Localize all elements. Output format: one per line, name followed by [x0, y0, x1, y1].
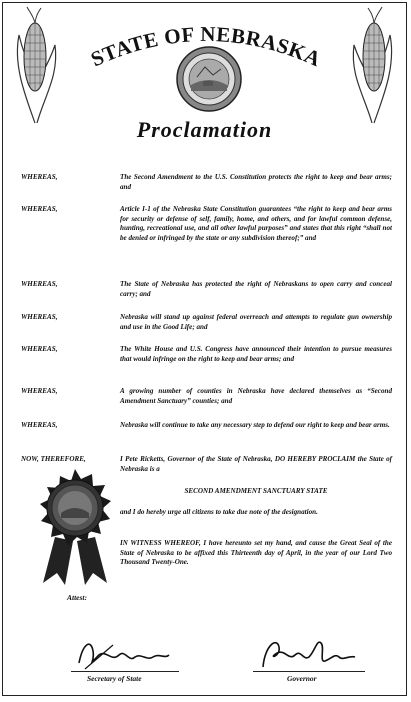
proclamation-document	[2, 2, 407, 696]
secretary-signature-icon	[73, 633, 173, 673]
attest-label: Attest:	[67, 593, 87, 602]
governor-label: Governor	[287, 674, 317, 683]
clause-text: The State of Nebraska has protected the right of Nebraskans to open carry and conceal carry; and	[120, 280, 392, 298]
designation-title: SECOND AMENDMENT SANCTUARY STATE	[184, 487, 328, 495]
corn-ear-decoration-right	[344, 5, 404, 125]
clause-label: WHEREAS,	[21, 280, 58, 288]
governor-signature-line	[253, 671, 365, 672]
clause-text: The White House and U.S. Congress have announced their intention to pursue measures that would infringe on the right to keep and bear arms; and	[120, 345, 392, 363]
clause-label: WHEREAS,	[21, 345, 58, 353]
therefore-text: I Pete Ricketts, Governor of the State of Nebraska, DO HEREBY PROCLAIM the State of Nebraska is a	[120, 455, 392, 473]
clause-label: WHEREAS,	[21, 421, 58, 429]
clause-text: Article I-1 of the Nebraska State Constitution guarantees “the right to keep and bear arms for security or defense of self, family, home, and others, and for lawful common defense, hunting, recreational use, and all other lawful purposes” and states that this right “shall not be denied or infringed by the state or any subdivision thereof;” and	[120, 205, 392, 242]
clause-label: WHEREAS,	[21, 205, 58, 213]
governor-signature-icon	[255, 633, 365, 673]
therefore-label: NOW, THEREFORE,	[21, 455, 86, 463]
secretary-signature-line	[71, 671, 179, 672]
clause-text: The Second Amendment to the U.S. Constitution protects the right to keep and bear arms; and	[120, 173, 392, 191]
clause-label: WHEREAS,	[21, 173, 58, 181]
urge-paragraph: and I do hereby urge all citizens to take due note of the designation.	[120, 508, 318, 516]
clause-text: A growing number of counties in Nebraska have declared themselves as “Second Amendment Sanctuary” counties; and	[120, 387, 392, 405]
proclamation-heading: Proclamation	[136, 117, 273, 142]
gold-seal-icon	[25, 467, 125, 587]
clause-label: WHEREAS,	[21, 313, 58, 321]
great-seal-icon	[175, 45, 243, 113]
secretary-label: Secretary of State	[87, 674, 142, 683]
corn-ear-decoration-left	[5, 5, 65, 125]
clause-text: Nebraska will stand up against federal overreach and attempts to regulate gun ownership and use in the Good Life; and	[120, 313, 392, 331]
witness-paragraph: IN WITNESS WHEREOF, I have hereunto set my hand, and cause the Great Seal of the State of Nebraska to be affixed this Thirteenth day of April, in the year of our Lord Two Thousand Twenty-One.	[120, 539, 392, 567]
state-title: STATE OF NEBRASKA	[87, 21, 325, 72]
clause-label: WHEREAS,	[21, 387, 58, 395]
clause-text: Nebraska will continue to take any necessary step to defend our right to keep and bear arms.	[120, 421, 390, 429]
